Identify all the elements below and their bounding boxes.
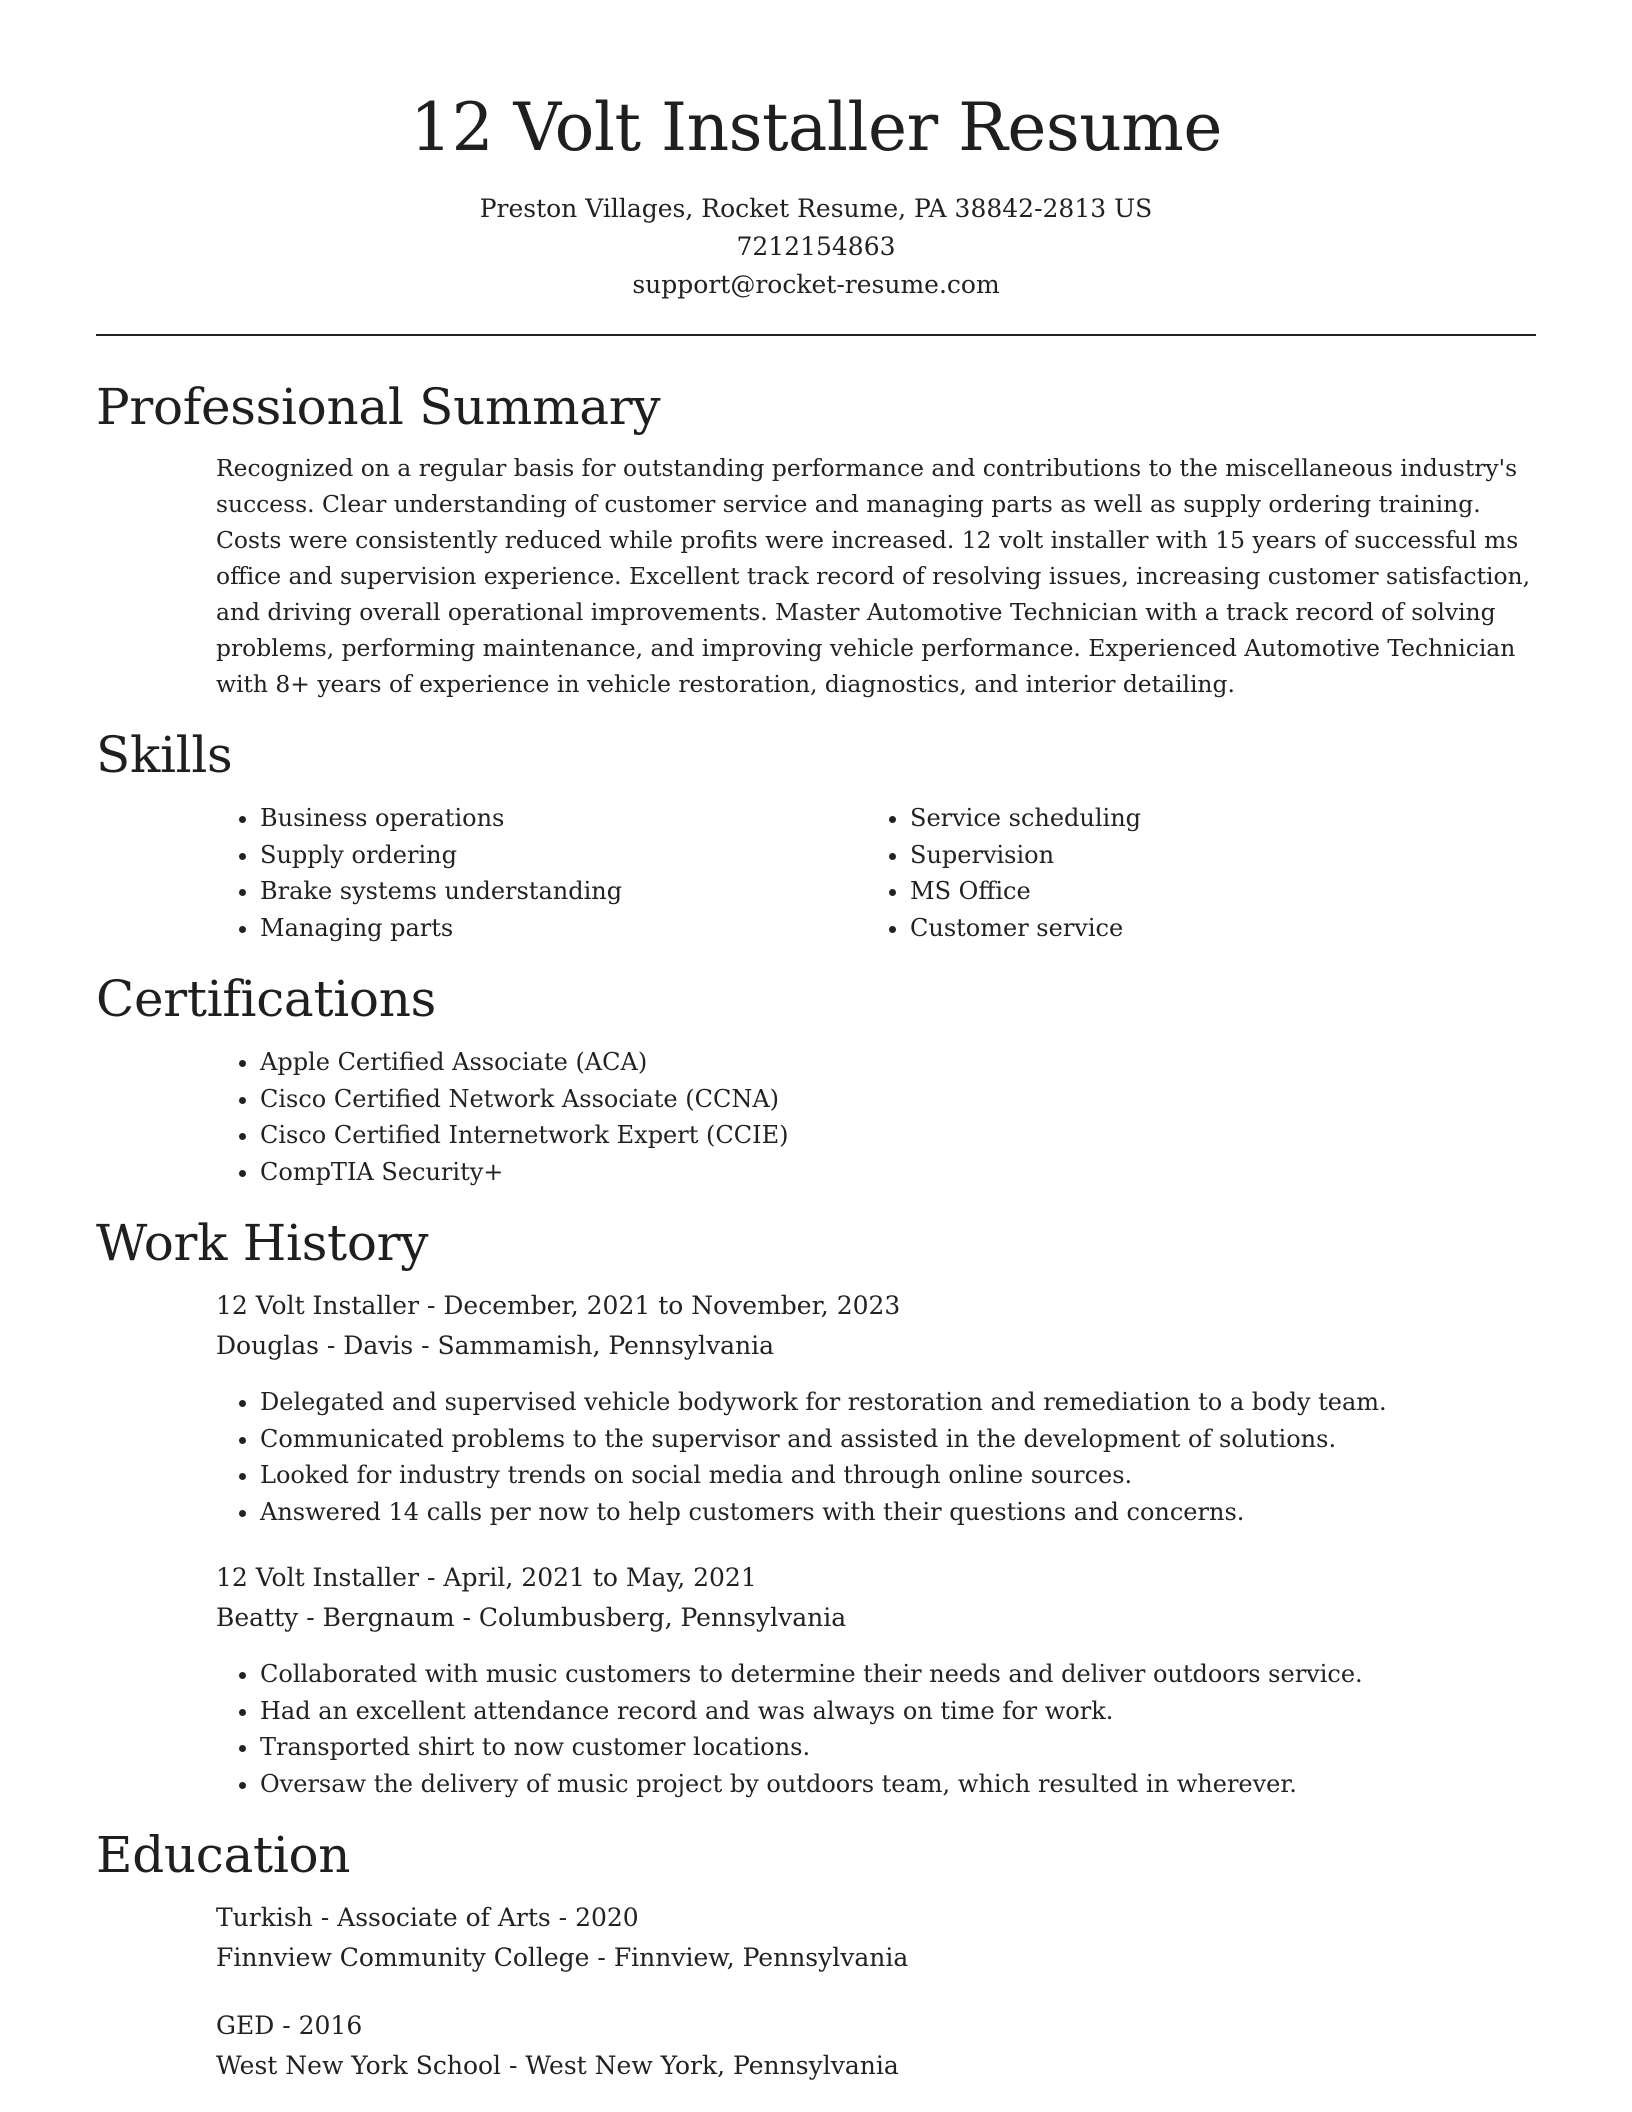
job-entry [216, 1558, 1536, 1802]
contact-phone: 7212154863 [736, 232, 896, 261]
skills-heading: Skills [96, 726, 233, 784]
skill-item: • Service scheduling [910, 800, 1516, 837]
job-bullet: • Communicated problems to the supervisor and assisted in the development of solutions. [260, 1421, 1536, 1458]
summary-heading: Professional Summary [96, 378, 661, 436]
job-company-line: Beatty - Bergnaum - Columbusberg, Pennsylvania [216, 1603, 847, 1632]
contact-email: support@rocket-resume.com [632, 270, 1000, 299]
certifications-heading: Certifications [96, 970, 436, 1028]
education-heading: Education [96, 1826, 351, 1884]
work-history-heading: Work History [96, 1214, 429, 1272]
job-title-line: 12 Volt Installer - December, 2021 to November, 2023 [216, 1291, 901, 1320]
certification-item: • Cisco Certified Internetwork Expert (CCIE) [260, 1117, 1536, 1154]
certification-item: • Cisco Certified Network Associate (CCNA) [260, 1081, 1536, 1118]
education-school-line: West New York School - West New York, Pennsylvania [216, 2051, 899, 2080]
job-title-line: 12 Volt Installer - April, 2021 to May, 2021 [216, 1563, 757, 1592]
education-list [216, 1898, 1536, 2086]
education-entry [216, 2006, 1536, 2086]
education-degree-line: GED - 2016 [216, 2011, 363, 2040]
job-bullet: • Answered 14 calls per now to help customers with their questions and concerns. [260, 1494, 1536, 1531]
job-bullet: • Oversaw the delivery of music project by outdoors team, which resulted in wherever. [260, 1766, 1536, 1803]
skill-item: • Supply ordering [260, 837, 866, 874]
skills-column-right [866, 800, 1516, 946]
skill-item: • Customer service [910, 910, 1516, 947]
skill-item: • MS Office [910, 873, 1516, 910]
skill-item: • Managing parts [260, 910, 866, 947]
skill-item: • Supervision [910, 837, 1516, 874]
job-company-line: Douglas - Davis - Sammamish, Pennsylvania [216, 1331, 775, 1360]
job-bullet: • Delegated and supervised vehicle bodywork for restoration and remediation to a body team. [260, 1384, 1536, 1421]
education-school-line: Finnview Community College - Finnview, Pennsylvania [216, 1943, 909, 1972]
skill-item: • Business operations [260, 800, 866, 837]
work-history-list [216, 1286, 1536, 1802]
job-bullet: • Collaborated with music customers to determine their needs and deliver outdoors service. [260, 1656, 1536, 1693]
resume-title: 12 Volt Installer Resume [410, 89, 1222, 166]
education-degree-line: Turkish - Associate of Arts - 2020 [216, 1903, 639, 1932]
skills-list [216, 800, 1536, 946]
contact-block [96, 190, 1536, 304]
certification-item: • CompTIA Security+ [260, 1154, 1536, 1191]
contact-address: Preston Villages, Rocket Resume, PA 38842-2813 US [479, 194, 1153, 223]
certifications-list [216, 1044, 1536, 1190]
summary-text: Recognized on a regular basis for outstanding performance and contributions to the miscellaneous industry's success. Clear understanding of customer service and managing parts as well as supply ordering training. Costs were consistently reduced while profits were increased. 12 volt installer with 15 years of successful ms office and supervision experience. Excellent track record of resolving issues, increasing customer satisfaction, and driving overall operational improvements. Master Automotive Technician with a track record of solving problems, performing maintenance, and improving vehicle performance. Experienced Automotive Technician with 8+ years of experience in vehicle restoration, diagnostics, and interior detailing. [216, 454, 1531, 698]
resume-page [96, 0, 1536, 2086]
skill-item: • Brake systems understanding [260, 873, 866, 910]
job-bullet: • Looked for industry trends on social media and through online sources. [260, 1457, 1536, 1494]
job-bullet: • Transported shirt to now customer locations. [260, 1729, 1536, 1766]
certification-item: • Apple Certified Associate (ACA) [260, 1044, 1536, 1081]
job-entry [216, 1286, 1536, 1530]
education-entry [216, 1898, 1536, 1978]
job-bullet: • Had an excellent attendance record and was always on time for work. [260, 1693, 1536, 1730]
skills-column-left [216, 800, 866, 946]
